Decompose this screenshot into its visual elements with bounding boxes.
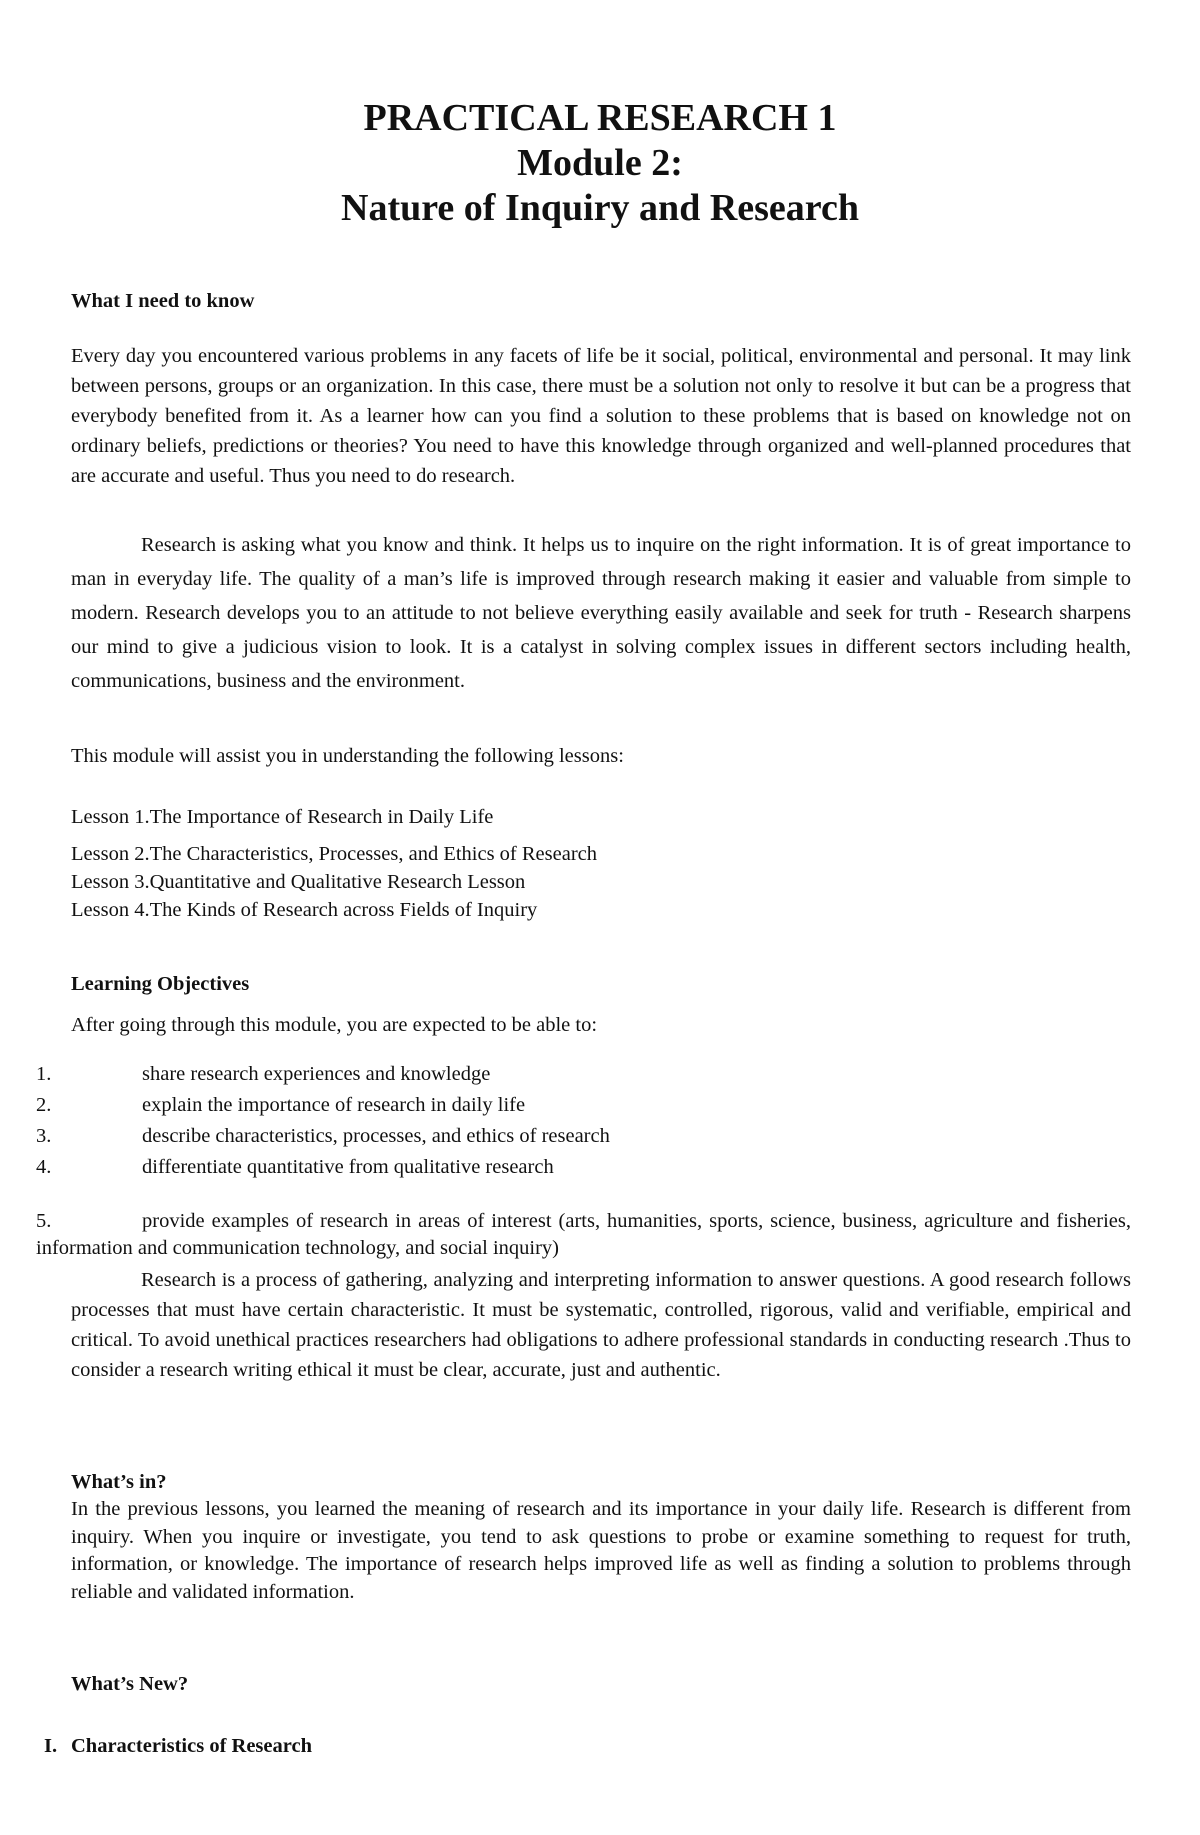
module-title	[0, 96, 1200, 231]
section-heading	[44, 1731, 312, 1761]
whats-in-heading: What’s in?	[71, 1471, 167, 1493]
whats-new-heading: What’s New?	[71, 1673, 189, 1695]
module-number: Module 2:	[517, 142, 683, 184]
objective-item	[36, 1208, 1131, 1262]
objective-text: explain the importance of research in daily life	[142, 1094, 526, 1116]
objective-number: 5.	[36, 1210, 52, 1232]
objective-text: describe characteristics, processes, and ethics of research	[142, 1125, 610, 1147]
lesson-item: Lesson 4.The Kinds of Research across Fields of Inquiry	[71, 899, 538, 921]
lesson-item: Lesson 1.The Importance of Research in Daily Life	[71, 806, 494, 828]
objective-item	[36, 1090, 1131, 1120]
need-to-know-heading: What I need to know	[71, 290, 255, 312]
objective-item	[36, 1059, 1131, 1089]
module-name: Nature of Inquiry and Research	[341, 187, 859, 229]
lesson-item: Lesson 3.Quantitative and Qualitative Research Lesson	[71, 871, 526, 893]
objectives-intro: After going through this module, you are expected to be able to:	[71, 1014, 598, 1036]
learning-objectives-heading: Learning Objectives	[71, 973, 250, 995]
whats-in-paragraph: In the previous lessons, you learned the meaning of research and its importance in your daily life. Research is different from inquiry. When you inquire or investigate, you tend to ask questions to probe or examine something to request for truth, information, or knowledge. The importance of research helps improved life as well as finding a solution to problems through reliable and validated information.	[71, 1498, 1131, 1603]
objective-text: differentiate quantitative from qualitative research	[142, 1156, 554, 1178]
need-to-know-paragraph-1: Every day you encountered various problems in any facets of life be it social, political, environmental and personal. It may link between persons, groups or an organization. In this case, there must be a solution not only to resolve it but can be a progress that everybody benefited from it. As a learner how can you find a solution to these problems that is based on knowledge not on ordinary beliefs, predictions or theories? You need to have this knowledge through organized and well-planned procedures that are accurate and useful. Thus you need to do research.	[71, 345, 1131, 487]
section-number: I.	[44, 1735, 58, 1757]
need-to-know-paragraph-2: Research is asking what you know and think. It helps us to inquire on the right information. It is of great importance to man in everyday life. The quality of a man’s life is improved through research making it easier and valuable from simple to modern. Research develops you to an attitude to not believe everything easily available and seek for truth - Research sharpens our mind to give a judicious vision to look. It is a catalyst in solving complex issues in different sectors including health, communications, business and the environment.	[71, 534, 1131, 692]
objective-number: 2.	[36, 1094, 52, 1116]
objective-text: provide examples of research in areas of interest (arts, humanities, sports, science, business, agriculture and fisheries, information and communication technology, and social inquiry)	[36, 1210, 1131, 1259]
lesson-item: Lesson 2.The Characteristics, Processes, and Ethics of Research	[71, 843, 598, 865]
course-title: PRACTICAL RESEARCH 1	[363, 97, 837, 139]
objective-item	[36, 1152, 1131, 1182]
objective-number: 4.	[36, 1156, 52, 1178]
objective-number: 3.	[36, 1125, 52, 1147]
objective-number: 1.	[36, 1063, 52, 1085]
objective-item	[36, 1121, 1131, 1151]
research-summary: Research is a process of gathering, analyzing and interpreting information to answer questions. A good research follows processes that must have certain characteristic. It must be systematic, controlled, rigorous, valid and verifiable, empirical and critical. To avoid unethical practices researchers had obligations to adhere professional standards in conducting research .Thus to consider a research writing ethical it must be clear, accurate, just and authentic.	[71, 1269, 1131, 1381]
objective-text: share research experiences and knowledge	[142, 1063, 491, 1085]
module-intro: This module will assist you in understanding the following lessons:	[71, 745, 624, 767]
section-title: Characteristics of Research	[71, 1735, 312, 1757]
